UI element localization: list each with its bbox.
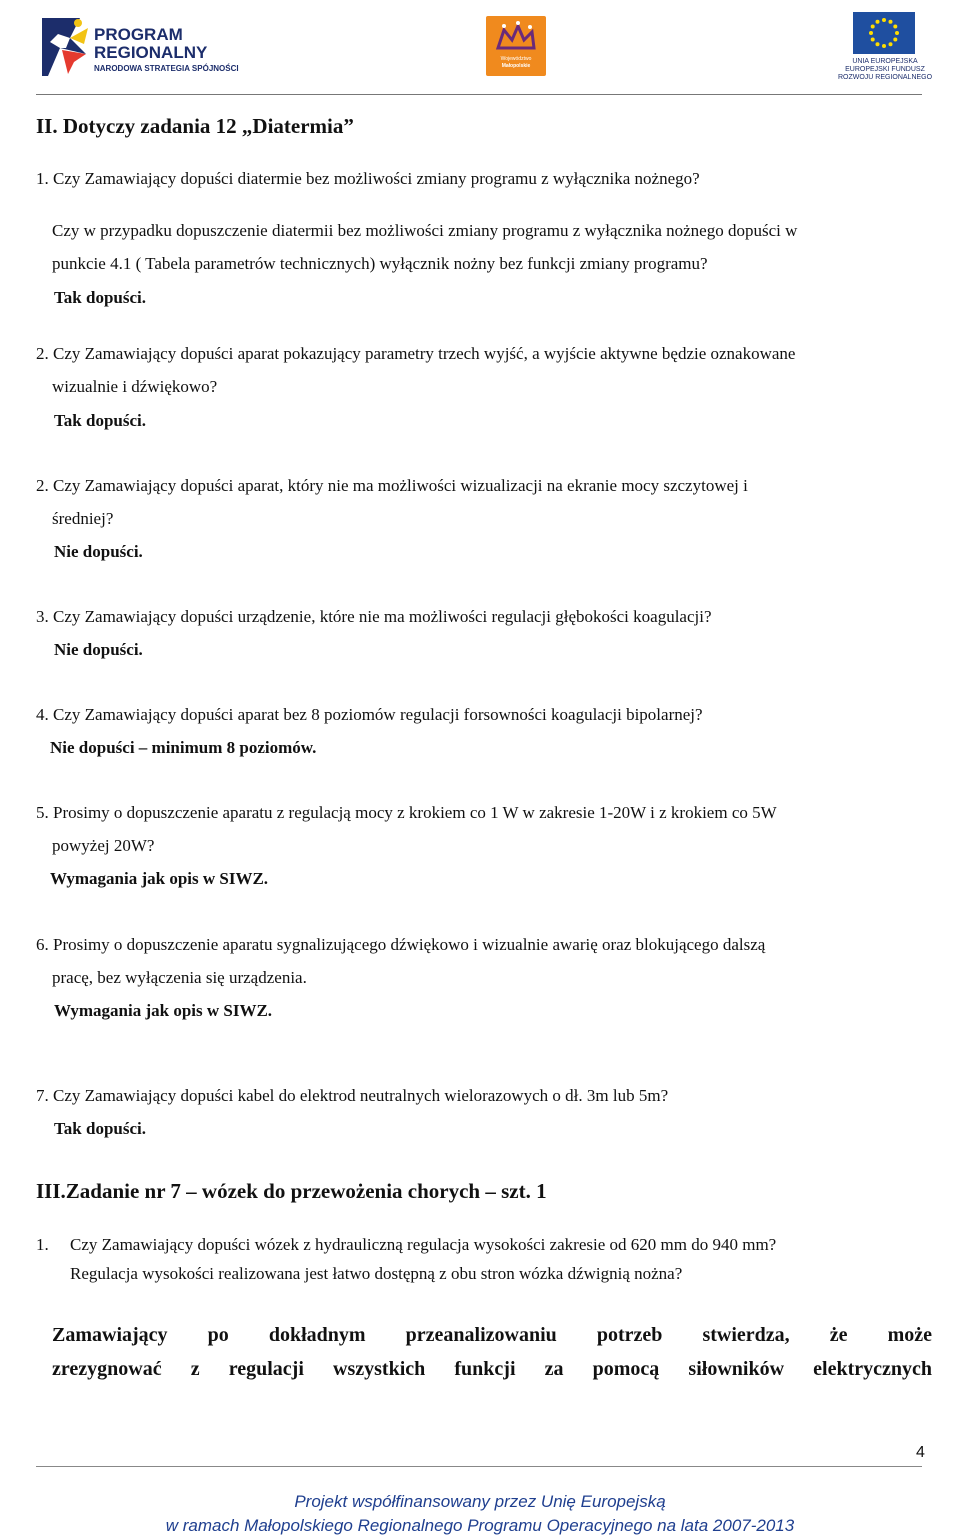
section-3-question-line2: Regulacja wysokości realizowana jest łatwo dostępną z obu stron wózka dźwignią nożna? — [70, 1264, 683, 1283]
logo-program-line3: NARODOWA STRATEGIA SPÓJNOŚCI — [94, 64, 239, 73]
question-2a-line2: wizualnie i dźwiękowo? — [52, 377, 218, 396]
answer-4: Nie dopuści – minimum 8 poziomów. — [50, 738, 317, 757]
answer-6: Wymagania jak opis w SIWZ. — [54, 1001, 273, 1020]
footer-line2: w ramach Małopolskiego Regionalnego Programu Operacyjnego na lata 2007-2013 — [165, 1516, 795, 1535]
question-4: 4. Czy Zamawiający dopuści aparat bez 8 poziomów regulacji forsowności koagulacji bipolarnej? — [36, 705, 703, 724]
eu-flag-icon — [853, 12, 915, 54]
malopolska-emblem-icon — [486, 18, 546, 58]
malopolska-line1: Województwo — [500, 56, 532, 62]
question-6-line1: 6. Prosimy o dopuszczenie aparatu sygnalizującego dźwiękowo i wizualnie awarię oraz blokującego dalszą — [36, 935, 766, 954]
nss-star-icon — [40, 14, 96, 78]
question-1b-line1: Czy w przypadku dopuszczenie diatermii bez możliwości zmiany programu z wyłącznika nożnego dopuści w — [52, 221, 798, 240]
answer-7: Tak dopuści. — [54, 1119, 146, 1138]
footer-line1: Projekt współfinansowany przez Unię Europejską — [294, 1492, 666, 1511]
answer-2a: Tak dopuści. — [54, 411, 146, 430]
question-2b-line1: 2. Czy Zamawiający dopuści aparat, który nie ma możliwości wizualizacji na ekranie mocy szczytowej i — [36, 476, 748, 495]
question-2b-line2: średniej? — [52, 509, 114, 528]
logo-program-line2: REGIONALNY — [94, 43, 208, 62]
section-3-answer-line1: Zamawiający po dokładnym przeanalizowaniu potrzeb stwierdza, że może — [52, 1324, 932, 1346]
question-5-line1: 5. Prosimy o dopuszczenie aparatu z regulacją mocy z krokiem co 1 W w zakresie 1-20W i z krokiem co 5W — [36, 803, 777, 822]
question-2a-line1: 2. Czy Zamawiający dopuści aparat pokazujący parametry trzech wyjść, a wyjście aktywne będzie oznakowane — [36, 344, 796, 363]
eu-line1: UNIA EUROPEJSKA — [852, 58, 918, 65]
answer-2b: Nie dopuści. — [54, 542, 143, 561]
section-2-heading: II. Dotyczy zadania 12 „Diatermia” — [36, 114, 354, 138]
eu-line3: ROZWOJU REGIONALNEGO — [837, 74, 933, 81]
answer-5: Wymagania jak opis w SIWZ. — [50, 869, 269, 888]
section-3-question-line1: Czy Zamawiający dopuści wózek z hydrauliczną regulacja wysokości zakresie od 620 mm do 940 mm? — [70, 1235, 777, 1254]
section-3-heading: III.Zadanie nr 7 – wózek do przewożenia chorych – szt. 1 — [36, 1179, 547, 1203]
malopolska-line2: Małopolskie — [501, 63, 531, 69]
question-5-line2: powyżej 20W? — [52, 836, 155, 855]
header-divider — [36, 94, 922, 95]
question-1b-line2: punkcie 4.1 ( Tabela parametrów technicznych) wyłącznik nożny bez funkcji zmiany programu? — [52, 254, 708, 273]
malopolska-logo — [486, 16, 546, 76]
section-3-question-number: 1. — [36, 1235, 49, 1254]
eu-logo — [830, 12, 940, 84]
question-7: 7. Czy Zamawiający dopuści kabel do elektrod neutralnych wielorazowych o dł. 3m lub 5m? — [36, 1086, 669, 1105]
answer-1: Tak dopuści. — [54, 288, 146, 307]
footer-divider — [36, 1466, 922, 1467]
page-number: 4 — [916, 1444, 925, 1461]
answer-3: Nie dopuści. — [54, 640, 143, 659]
question-1: 1. Czy Zamawiający dopuści diatermie bez możliwości zmiany programu z wyłącznika nożnego? — [36, 169, 700, 188]
section-3-answer-line2: zrezygnować z regulacji wszystkich funkcji za pomocą siłowników elektrycznych — [52, 1358, 932, 1380]
logo-program-line1: PROGRAM — [94, 25, 183, 44]
program-regionalny-logo — [40, 14, 240, 80]
eu-line2: EUROPEJSKI FUNDUSZ — [845, 66, 925, 73]
question-3: 3. Czy Zamawiający dopuści urządzenie, które nie ma możliwości regulacji głębokości koagulacji? — [36, 607, 712, 626]
question-6-line2: pracę, bez wyłączenia się urządzenia. — [52, 968, 307, 987]
